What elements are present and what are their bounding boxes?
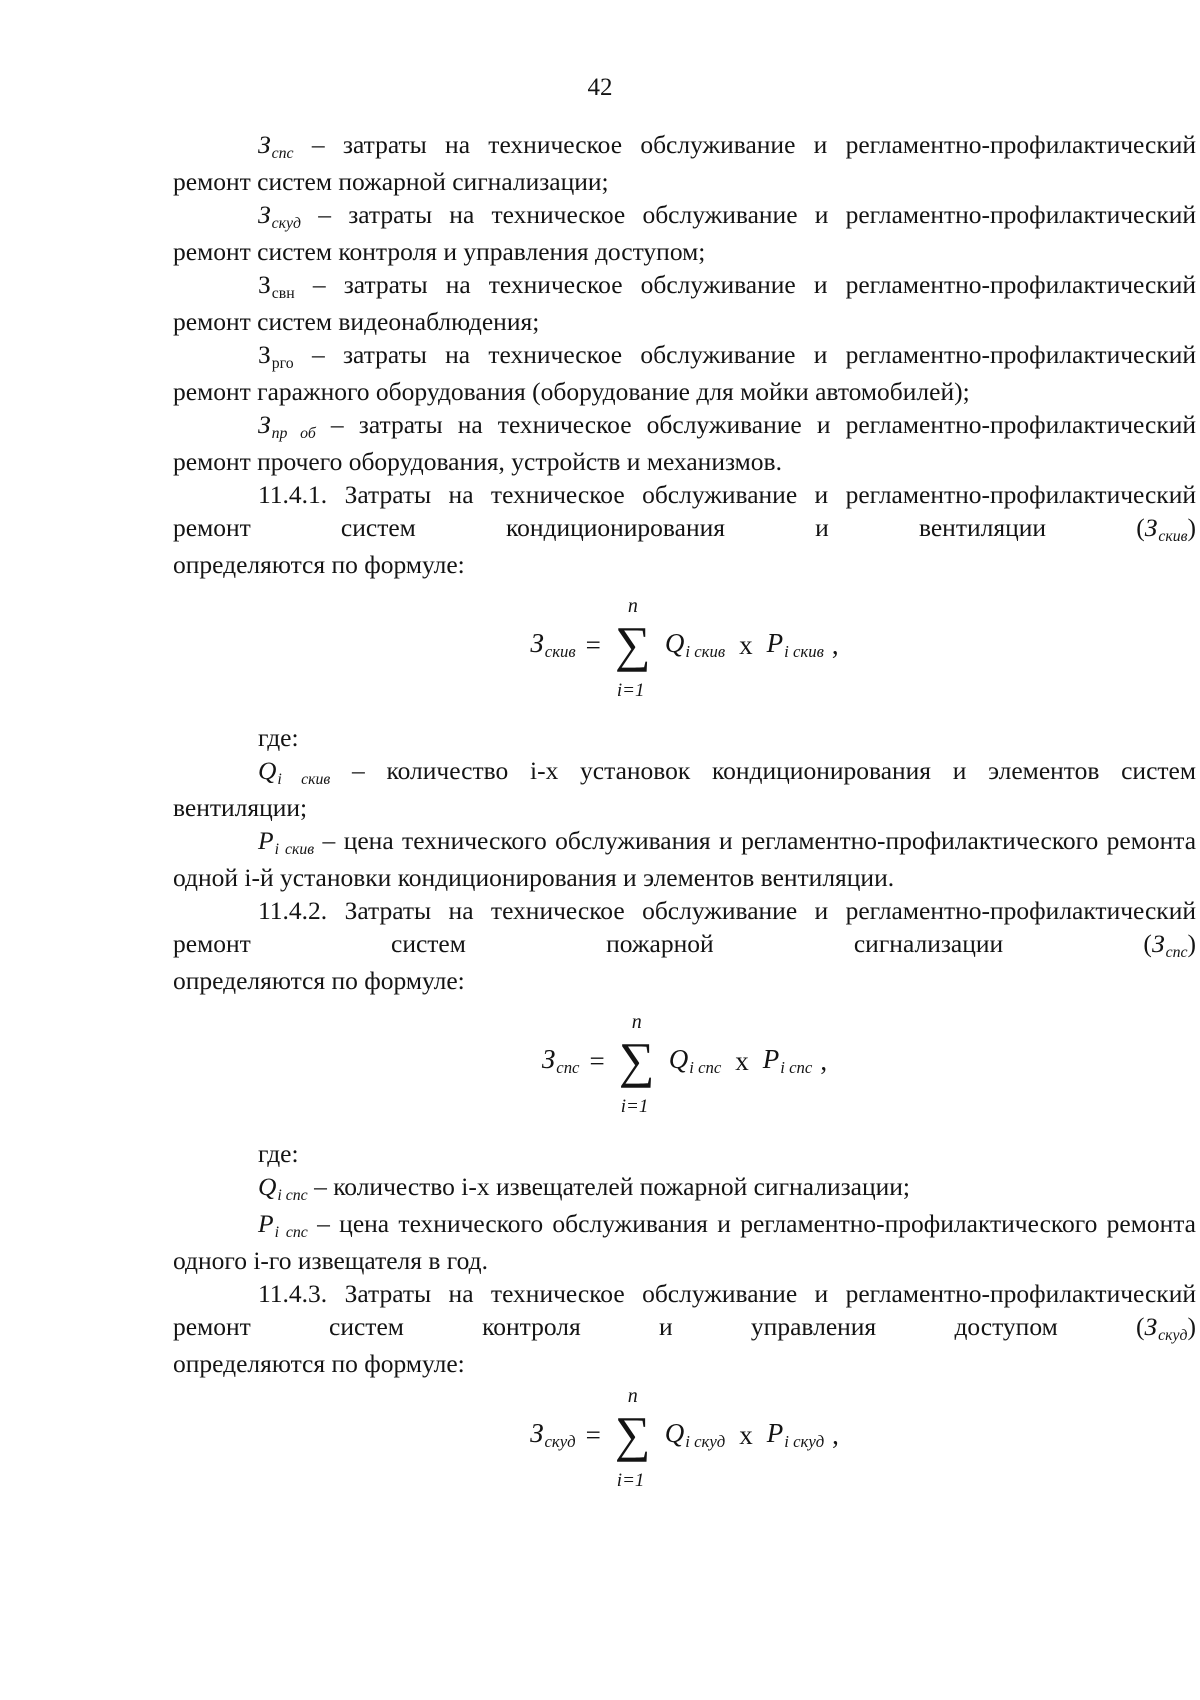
formula-lhs: Зскив [530,628,576,662]
multiply-sign: x [739,1419,753,1450]
sum-operator: n ∑ i=1 [614,595,651,701]
definition-item: Зпр об – затраты на техническое обслуживание и регламентно-профилактический ремонт прочего оборудования, устройств и механизмов. [173,410,1196,476]
definition-item: Pi скив – цена технического обслуживания и регламентно-профилактического ремонта одной i-й установки кондиционирования и элементов вентиляции. [173,826,1197,892]
formula-equals: = [585,1419,601,1450]
formula-p: Pi скуд [766,1418,825,1452]
definition-item: Зрго – затраты на техническое обслуживание и регламентно-профилактический ремонт гаражного оборудования (оборудование для мойки автомобилей); [173,340,1196,406]
definition-item: Pi спс – цена технического обслуживания и регламентно-профилактического ремонта одного i-го извещателя в год. [173,1209,1197,1275]
page-number: 42 [587,74,613,101]
definition-item: Зскуд – затраты на техническое обслуживание и регламентно-профилактический ремонт систем контроля и управления доступом; [173,200,1196,266]
definition-item: Qi скив – количество i-х установок кондиционирования и элементов систем вентиляции; [173,756,1196,822]
section-intro: 11.4.1. Затраты на техническое обслуживание и регламентно-профилактический ремонт систем кондиционирования и вентиляции (Зскив) [173,480,1196,545]
section-intro-end: определяются по формуле: [173,966,465,995]
document-body [173,128,1196,1490]
definition-item: Qi спс – количество i-х извещателей пожарной сигнализации; [258,1172,911,1204]
formula-p: Pi скив [766,628,824,662]
sum-operator: n ∑ i=1 [614,1385,651,1491]
formula-p: Pi спс [762,1044,813,1078]
formula: Зскив = n ∑ i=1 Qi скив x Pi скив , [173,581,1196,709]
formula-lhs: Зспс [541,1044,580,1078]
formula-equals: = [585,629,601,660]
formula: Зскуд = n ∑ i=1 Qi скуд x Pi скуд , [173,1380,1196,1490]
section-intro: 11.4.2. Затраты на техническое обслуживание и регламентно-профилактический ремонт систем пожарной сигнализации (Зспс) [173,896,1196,961]
definition-item: Зспс – затраты на техническое обслуживание и регламентно-профилактический ремонт систем пожарной сигнализации; [173,130,1196,196]
section-intro-end: определяются по формуле: [173,550,465,579]
formula-q: Qi спс [668,1044,722,1078]
definition-item: Зсвн – затраты на техническое обслуживание и регламентно-профилактический ремонт систем видеонаблюдения; [173,270,1196,336]
section-intro: 11.4.3. Затраты на техническое обслуживание и регламентно-профилактический ремонт систем контроля и управления доступом (Зскуд) [173,1279,1196,1344]
section-intro-end: определяются по формуле: [173,1349,465,1378]
formula-q: Qi скив [664,628,726,662]
formula: Зспс = n ∑ i=1 Qi спс x Pi спс , [173,997,1196,1125]
formula-lhs: Зскуд [530,1418,576,1452]
formula-q: Qi скуд [664,1418,726,1452]
sum-operator: n ∑ i=1 [618,1011,655,1117]
where-label: где: [258,1139,299,1168]
formula-equals: = [589,1045,605,1076]
multiply-sign: x [739,629,753,660]
multiply-sign: x [735,1045,749,1076]
where-label: где: [258,723,299,752]
